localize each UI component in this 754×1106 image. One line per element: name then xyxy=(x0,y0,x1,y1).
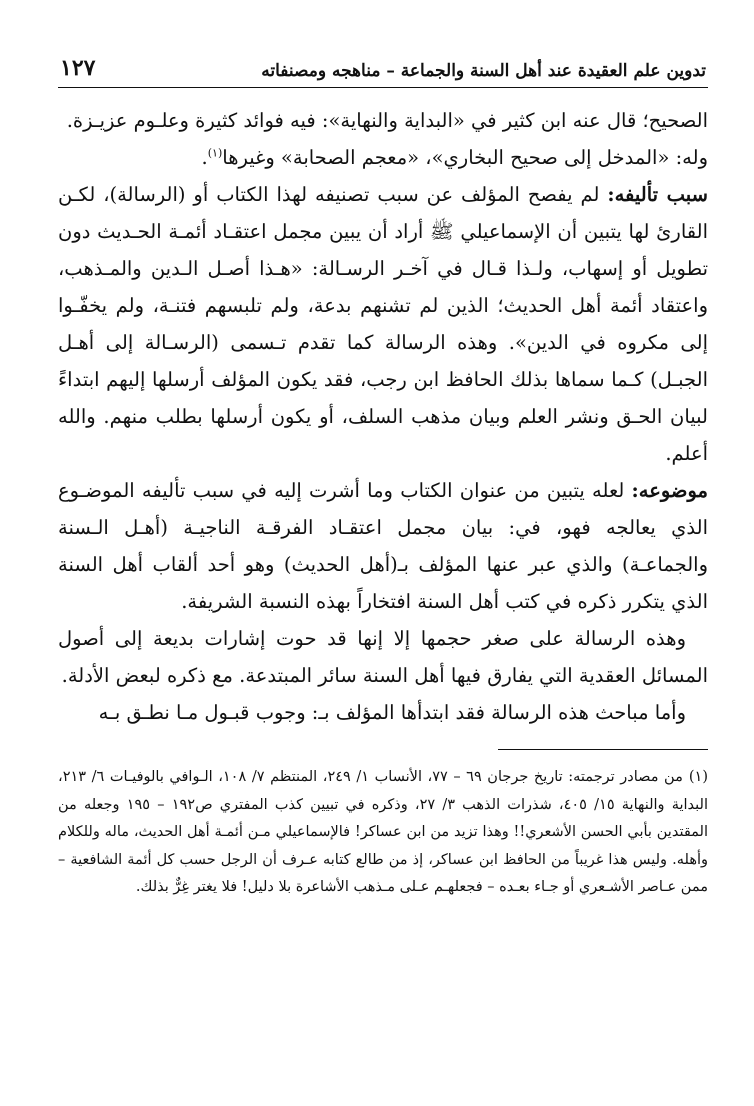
running-title: تدوين علم العقيدة عند أهل السنة والجماعة – مناهجه ومصنفاته xyxy=(261,61,706,81)
section-label: سبب تأليفه: xyxy=(607,183,708,206)
paragraph xyxy=(58,102,708,139)
footnote-separator xyxy=(498,749,708,750)
paragraph-text: وهذه الرسالة على صغر حجمها إلا إنها قد حوت إشارات بديعة إلى أصول المسائل العقدية التي يفارق فيها أهل السنة سائر المبتدعة. مع ذكره لبعض الأدلة. xyxy=(58,627,708,687)
page-number: ١٢٧ xyxy=(60,55,96,81)
main-text xyxy=(58,102,708,731)
paragraph xyxy=(58,139,708,176)
paragraph-text: لم يفصح المؤلف عن سبب تصنيفه لهذا الكتاب أو (الرسالة)، لكـن القارئ لها يتبين أن الإسماعيلي ﷺ أراد أن يبين مجمل اعتقـاد أئمـة الحـديث دون تطويل أو إسهاب، ولـذا قـال في آخـر الرسـالة: «هـذا أصـل الـدين والمـذهب، واعتقاد أئمة أهل الحديث؛ الذين لم تشنهم بدعة، ولم تلبسهم فتنـة، ولم يخفّـوا إلى مكروه في الدين». وهذه الرسالة كما تقدم تـسمى (الرسـالة إلى أهـل الجبـل) كـما سماها بذلك الحافظ ابن رجب، فقد يكون المؤلف أرسلها إليهم ابتداءً لبيان الحـق ونشر العلم وبيان مذهب السلف، أو يكون أرسلها بطلب منهم. والله أعلم. xyxy=(58,183,708,465)
paragraph-end: . xyxy=(201,146,208,169)
paragraph-text: وله: «المدخل إلى صحيح البخاري»، «معجم الصحابة» وغيرها xyxy=(222,146,708,169)
paragraph-text: لعله يتبين من عنوان الكتاب وما أشرت إليه في سبب تأليفه الموضـوع الذي يعالجه فهو، في: بيان مجمل اعتقـاد الفرقـة الناجيـة (أهـل الـسنة والجماعـة) والذي عبر عنها المؤلف بـ(أهل الحديث) وهو أحد ألقاب أهل السنة الذي يتكرر ذكره في كتب أهل السنة افتخاراً بهذه النسبة الشريفة. xyxy=(58,479,708,613)
page-header xyxy=(58,52,708,88)
footnote xyxy=(58,764,708,902)
footnote-text: من مصادر ترجمته: تاريخ جرجان ٦٩ – ٧٧، الأنساب ١/ ٢٤٩، المنتظم ٧/ ١٠٨، الـوافي بالوفيـات ٦/ ٢١٣، البداية والنهاية ١٥/ ٤٠٥، شذرات الذهب ٣/ ٢٧، وذكره في تبيين كذب المفتري ص١٩٢ – ١٩٥ وجعله من المقتدين بأبي الحسن الأشعري!! وهذا تزيد من ابن عساكر! فالإسماعيلي مـن أئمـة أهل الحديث، ماله وللكلام وأهله. وليس هذا غريباً من الحافظ ابن عساكر، إذ من طالع كتابه عـرف أن الرجل حسب كل أئمة الشافعية – ممن عـاصر الأشـعري أو جـاء بعـده – فجعلهـم عـلى مـذهب الأشاعرة بلا دليل! فلا يغتر غِرٌّ بذلك. xyxy=(58,769,708,895)
paragraph xyxy=(58,176,708,472)
paragraph xyxy=(58,620,708,694)
footnote-number: (١) xyxy=(688,769,708,785)
section-label: موضوعه: xyxy=(631,479,708,502)
book-page xyxy=(58,52,708,1072)
paragraph-text: وأما مباحث هذه الرسالة فقد ابتدأها المؤلف بـ: وجوب قبـول مـا نطـق بـه xyxy=(98,701,686,724)
footnotes xyxy=(58,764,708,902)
paragraph-text: الصحيح؛ قال عنه ابن كثير في «البداية والنهاية»: فيه فوائد كثيرة وعلـوم عزيـزة. xyxy=(66,109,708,132)
paragraph xyxy=(58,694,708,731)
paragraph xyxy=(58,472,708,620)
footnote-reference[interactable]: (١) xyxy=(207,146,223,160)
